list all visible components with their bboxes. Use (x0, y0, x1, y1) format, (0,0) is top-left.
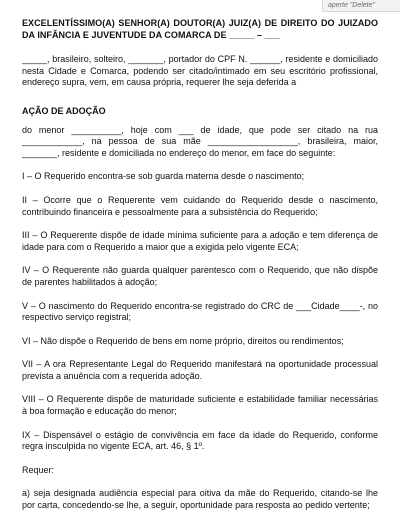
section-title: AÇÃO DE ADOÇÃO (22, 105, 106, 116)
intro-paragraph: _____, brasileiro, solteiro, _______, portador do CPF N. ______, residente e domiciliado nesta Cidade e Comarca, podendo ser citado/intimado em seu escritório profissional, endereço supra, vem, em causa própria, requerer lhe seja deferida a (22, 54, 378, 88)
document-body (22, 18, 378, 512)
request-item-a: a) seja designada audiência especial para oitiva da mãe do Requerido, citando-se lhe por carta, concedendo-se lhe, a seguir, oportunidade para resposta ao pedido vertente; (22, 488, 378, 511)
item-paragraph-7: VII – A ora Representante Legal do Requerido manifestará na oportunidade processual prevista a anuência com a requerida adoção. (22, 359, 378, 381)
item-paragraph-2: II – Ocorre que o Requerente vem cuidando do Requerido desde o nascimento, contribuindo financeira e pessoalmente para a subsistência do Requerido; (22, 194, 378, 217)
minor-paragraph: do menor __________, hoje com ___ de idade, que pode ser citado na rua ____________, na pessoa de sua mãe __________________, brasileira, maior, _______, residente e domiciliada no endereço do menor, em face do seguinte: (22, 124, 378, 158)
item-paragraph-4: IV – O Requerente não guarda qualquer parentesco com o Requerido, que não dispõe de parentes habilitados à adoção; (22, 265, 378, 287)
item-paragraph-8: VIII – O Requerente dispõe de maturidade suficiente e estabilidade familiar necessárias à boa formação e educação do menor; (22, 394, 378, 417)
item-paragraph-1: I – O Requerido encontra-se sob guarda materna desde o nascimento; (22, 171, 305, 182)
document-heading: EXCELENTÍSSIMO(A) SENHOR(A) DOUTOR(A) JUIZ(A) DE DIREITO DO JUIZADO DA INFÂNCIA E JUVENTUDE DA COMARCA DE _____ – ___ (22, 18, 378, 40)
delete-hint-note: aperte "Delete" (322, 0, 400, 12)
item-paragraph-5: V – O nascimento do Requerido encontra-se registrado do CRC de ___Cidade____-, no respectivo serviço registral; (22, 300, 378, 323)
item-paragraph-3: III – O Requerente dispõe de idade mínima suficiente para a adoção e tem diferença de idade para com o Requerido a maior que a exigida pelo vigente ECA; (22, 230, 378, 252)
item-paragraph-9: IX – Dispensável o estágio de convivência em face da idade do Requerido, conforme regra insculpida no vigente ECA, art. 46, § 1º. (22, 429, 378, 452)
item-paragraph-6: VI – Não dispõe o Requerido de bens em nome próprio, direitos ou rendimentos; (22, 335, 344, 346)
requer-label: Requer: (22, 464, 55, 475)
